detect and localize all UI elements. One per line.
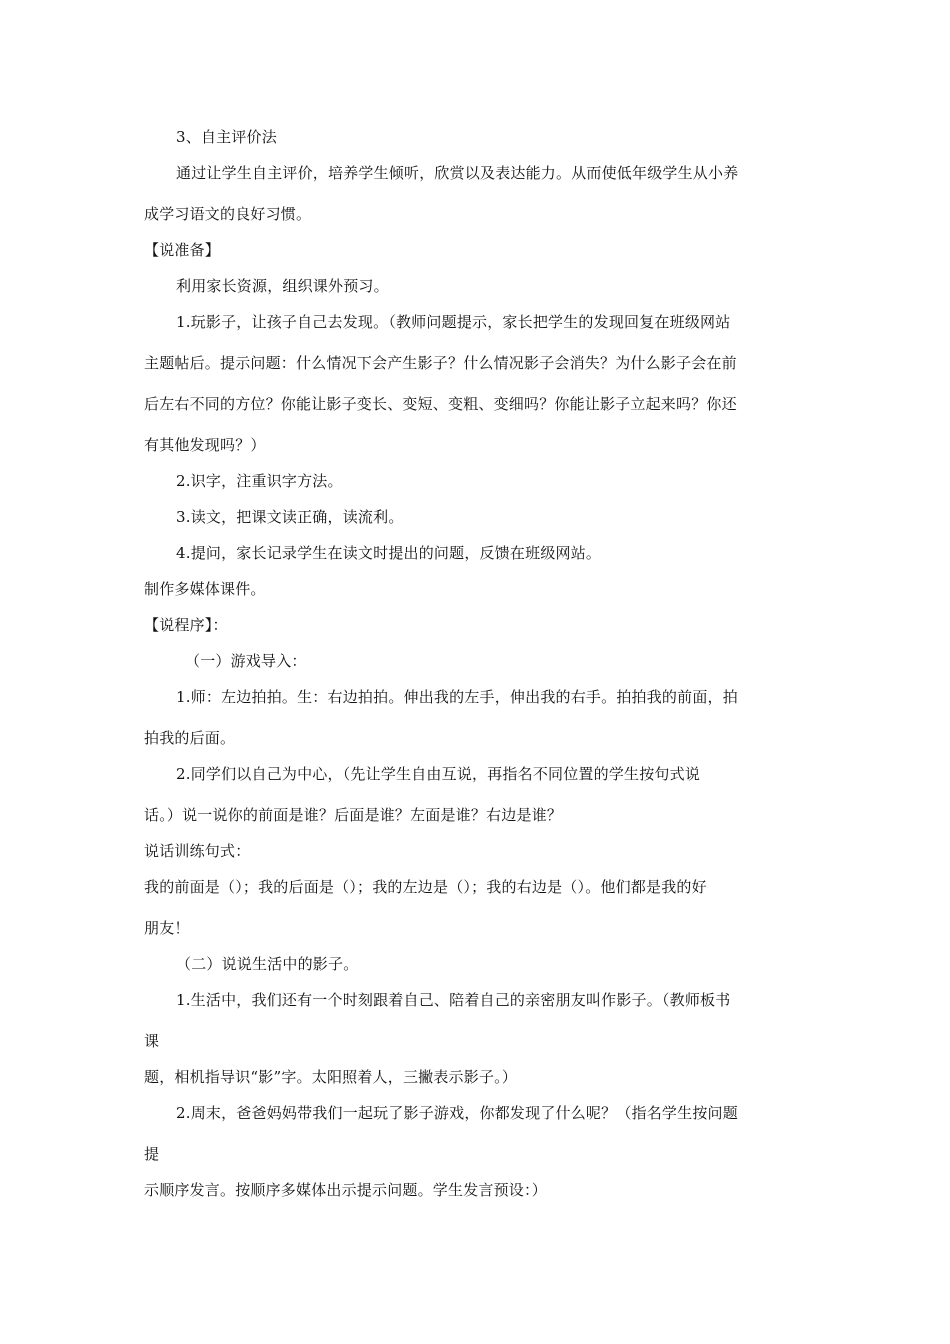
subheading-shadows-in-life: （二）说说生活中的影子。 [176, 955, 359, 973]
paragraph-line: 示顺序发言。按顺序多媒体出示提示问题。学生发言预设：） [144, 1181, 547, 1199]
paragraph-line: 通过让学生自主评价，培养学生倾听，欣赏以及表达能力。从而使低年级学生从小养 [176, 164, 739, 182]
paragraph-line: 我的前面是（）；我的后面是（）；我的左边是（）；我的右边是（）。他们都是我的好 [144, 878, 707, 896]
list-item: 3.读文，把课文读正确，读流利。 [176, 508, 404, 526]
paragraph-line: 利用家长资源，组织课外预习。 [176, 277, 389, 295]
paragraph-line: 1.生活中，我们还有一个时刻跟着自己、陪着自己的亲密朋友叫作影子。（教师板书 [176, 991, 731, 1009]
subheading-game-intro: （一）游戏导入： [185, 652, 307, 670]
heading-preparation: 【说准备】 [144, 241, 221, 259]
paragraph-line: 主题帖后。提示问题：什么情况下会产生影子？什么情况影子会消失？为什么影子会在前 [144, 354, 737, 372]
paragraph-line: 朋友！ [144, 919, 190, 937]
paragraph-line: 2.同学们以自己为中心，（先让学生自由互说，再指名不同位置的学生按句式说 [176, 765, 701, 783]
paragraph-line: 有其他发现吗？） [144, 436, 266, 454]
list-item: 4.提问，家长记录学生在读文时提出的问题，反馈在班级网站。 [176, 544, 602, 562]
paragraph-line: 1.玩影子，让孩子自己去发现。（教师问题提示，家长把学生的发现回复在班级网站 [176, 313, 731, 331]
paragraph-line: 后左右不同的方位？你能让影子变长、变短、变粗、变细吗？你能让影子立起来吗？你还 [144, 395, 737, 413]
paragraph-line: 说话训练句式： [144, 842, 251, 860]
paragraph-line: 1.师：左边拍拍。生：右边拍拍。伸出我的左手，伸出我的右手。拍拍我的前面，拍 [176, 688, 738, 706]
paragraph-line: 成学习语文的良好习惯。 [144, 205, 312, 223]
paragraph-line: 提 [144, 1145, 160, 1163]
paragraph-line: 话。）说一说你的前面是谁？后面是谁？左面是谁？右边是谁？ [144, 806, 563, 824]
paragraph-line: 课 [144, 1032, 160, 1050]
paragraph-line: 制作多媒体课件。 [144, 580, 266, 598]
section-title-self-evaluation: 3、自主评价法 [176, 128, 277, 146]
paragraph-line: 拍我的后面。 [144, 729, 236, 747]
paragraph-line: 2.周末，爸爸妈妈带我们一起玩了影子游戏，你都发现了什么呢？（指名学生按问题 [176, 1104, 738, 1122]
heading-procedure: 【说程序】： [144, 616, 228, 634]
paragraph-line: 题，相机指导识“影”字。太阳照着人，三撇表示影子。） [144, 1068, 518, 1086]
list-item: 2.识字，注重识字方法。 [176, 472, 343, 490]
